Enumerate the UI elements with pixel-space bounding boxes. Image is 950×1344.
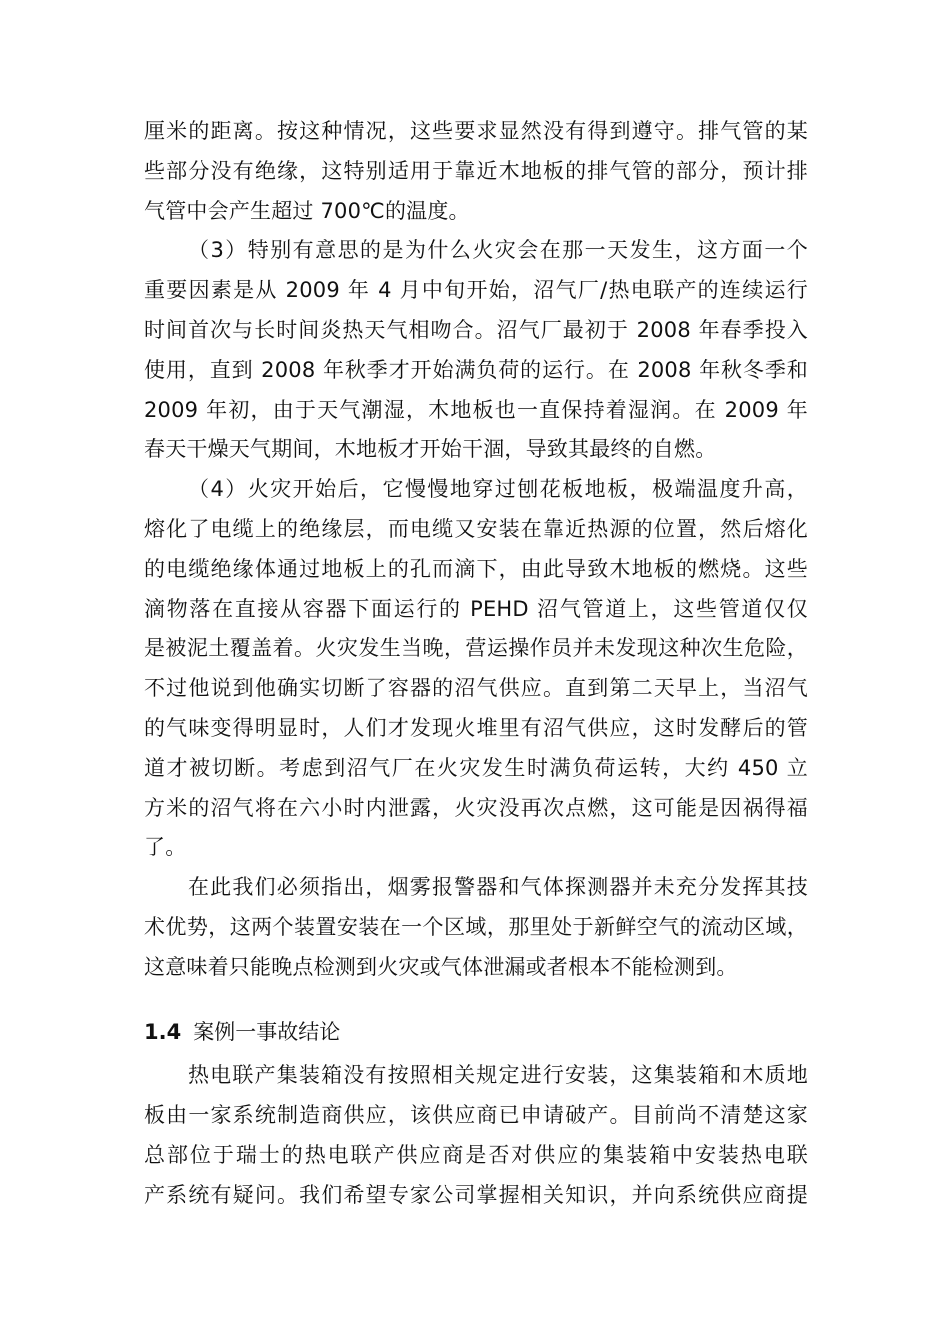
text-line: 是被泥土覆盖着。火灾发生当晚，营运操作员并未发现这种次生危险，: [144, 636, 808, 660]
text-line: 时间首次与长时间炎热天气相吻合。沼气厂最初于 2008 年春季投入: [144, 318, 808, 342]
section-title: 案例一事故结论: [193, 1020, 341, 1044]
text-line: 气管中会产生超过 700℃的温度。: [144, 199, 470, 223]
text-line: 总部位于瑞士的热电联产供应商是否对供应的集装箱中安装热电联: [144, 1143, 808, 1167]
section-number: 1.4: [144, 1020, 182, 1044]
text-line: 热电联产集装箱没有按照相关规定进行安装，这集装箱和木质地: [188, 1063, 808, 1087]
text-line: 了。: [144, 835, 187, 859]
text-line: 厘米的距离。按这种情况，这些要求显然没有得到遵守。排气管的某: [144, 119, 808, 143]
text-line: （3）特别有意思的是为什么火灾会在那一天发生，这方面一个: [188, 238, 808, 262]
text-line: 板由一家系统制造商供应，该供应商已申请破产。目前尚不清楚这家: [144, 1103, 808, 1127]
text-line: 熔化了电缆上的绝缘层，而电缆又安装在靠近热源的位置，然后熔化: [144, 517, 808, 541]
section-heading: [144, 1012, 808, 1052]
text-line: 使用，直到 2008 年秋季才开始满负荷的运行。在 2008 年秋冬季和: [144, 358, 808, 382]
text-line: 重要因素是从 2009 年 4 月中旬开始，沼气厂/热电联产的连续运行: [144, 278, 808, 302]
text-line: 的气味变得明显时，人们才发现火堆里有沼气供应，这时发酵后的管: [144, 716, 808, 740]
text-line: 道才被切断。考虑到沼气厂在火灾发生时满负荷运转，大约 450 立: [144, 756, 808, 780]
text-line: 不过他说到他确实切断了容器的沼气供应。直到第二天早上，当沼气: [144, 676, 808, 700]
text-line: 方米的沼气将在六小时内泄露，火灾没再次点燃，这可能是因祸得福: [144, 796, 808, 820]
text-line: 的电缆绝缘体通过地板上的孔而滴下，由此导致木地板的燃烧。这些: [144, 557, 808, 581]
text-line: 春天干燥天气期间，木地板才开始干涸，导致其最终的自燃。: [144, 437, 717, 461]
text-line: （4）火灾开始后，它慢慢地穿过刨花板地板，极端温度升高，: [188, 477, 808, 501]
text-line: 产系统有疑问。我们希望专家公司掌握相关知识，并向系统供应商提: [144, 1183, 808, 1207]
text-line: 术优势，这两个装置安装在一个区域，那里处于新鲜空气的流动区域，: [144, 915, 808, 939]
text-line: 滴物落在直接从容器下面运行的 PEHD 沼气管道上，这些管道仅仅: [144, 597, 808, 621]
text-line: 在此我们必须指出，烟雾报警器和气体探测器并未充分发挥其技: [188, 875, 808, 899]
text-line: 些部分没有绝缘，这特别适用于靠近木地板的排气管的部分，预计排: [144, 159, 808, 183]
text-line: 2009 年初，由于天气潮湿，木地板也一直保持着湿润。在 2009 年: [144, 398, 808, 422]
text-line: 这意味着只能晚点检测到火灾或气体泄漏或者根本不能检测到。: [144, 955, 738, 979]
